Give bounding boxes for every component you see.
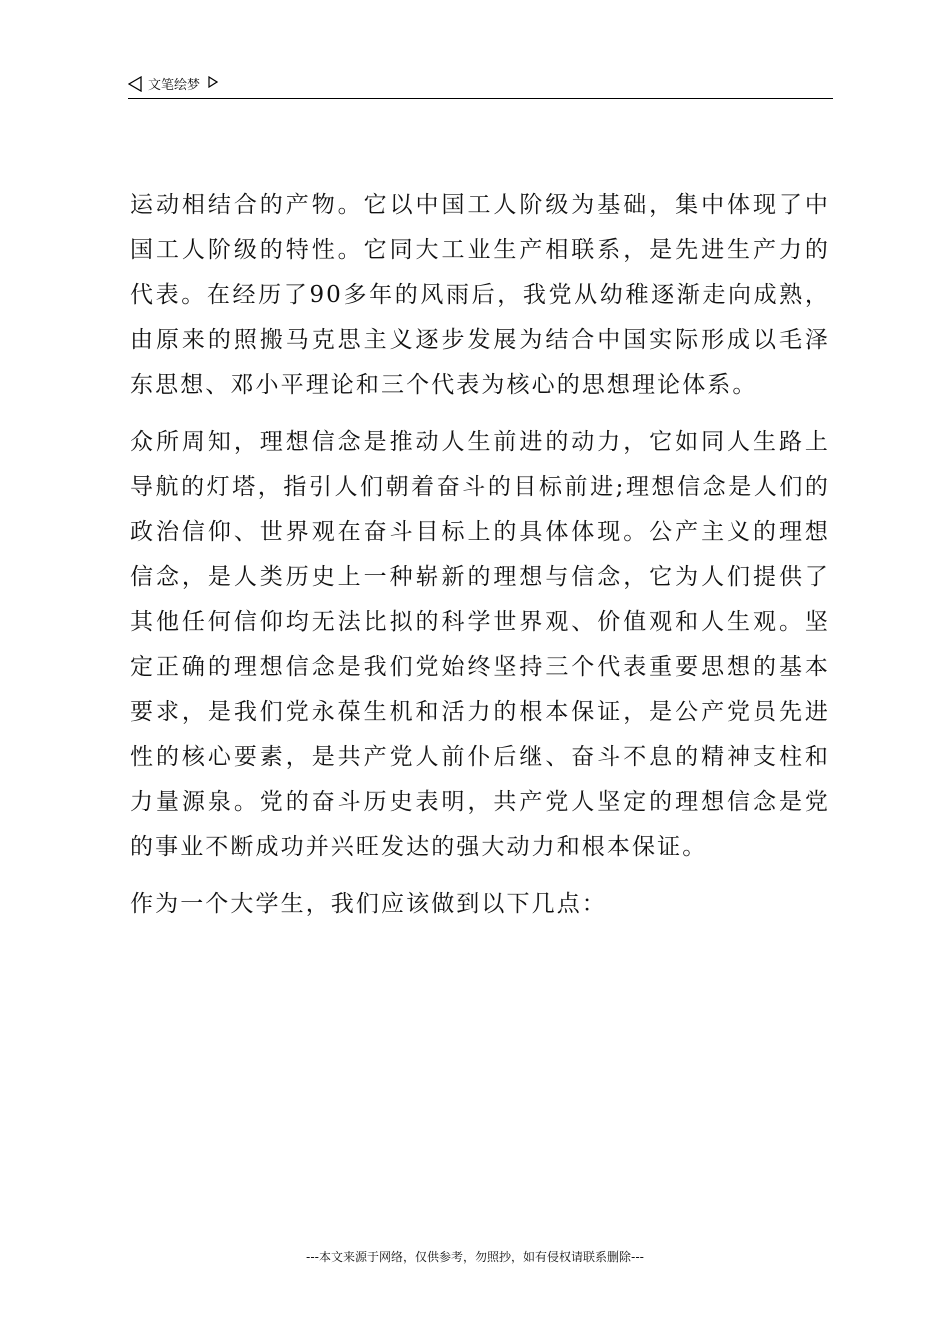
- page-header: [128, 74, 833, 99]
- header-brand: 文笔绘梦: [148, 78, 201, 93]
- paragraph-2: 众所周知，理想信念是推动人生前进的动力，它如同人生路上导航的灯塔，指引人们朝着奋斗的目标前进;理想信念是人们的政治信仰、世界观在奋斗目标上的具体体现。公产主义的理想信念，是人类历史上一种崭新的理想与信念，它为人们提供了其他任何信仰均无法比拟的科学世界观、价值观和人生观。坚定正确的理想信念是我们党始终坚持三个代表重要思想的基本要求，是我们党永葆生机和活力的根本保证，是公产党员先进性的核心要素，是共产党人前仆后继、奋斗不息的精神支柱和力量源泉。党的奋斗历史表明，共产党人坚定的理想信念是党的事业不断成功并兴旺发达的强大动力和根本保证。: [130, 429, 830, 860]
- footer-disclaimer: ---本文来源于网络，仅供参考，勿照抄，如有侵权请联系删除---: [306, 1250, 644, 1264]
- triangle-left-icon: [128, 76, 142, 92]
- triangle-right-icon: [208, 76, 218, 88]
- paragraph-1: 运动相结合的产物。它以中国工人阶级为基础，集中体现了中国工人阶级的特性。它同大工业生产相联系，是先进生产力的代表。在经历了90多年的风雨后，我党从幼稚逐渐走向成熟，由原来的照搬马克思主义逐步发展为结合中国实际形成以毛泽东思想、邓小平理论和三个代表为核心的思想理论体系。: [130, 192, 830, 398]
- header-brand-group: [128, 74, 218, 93]
- paragraph-3: 作为一个大学生，我们应该做到以下几点：: [130, 891, 607, 917]
- document-body: [130, 183, 830, 939]
